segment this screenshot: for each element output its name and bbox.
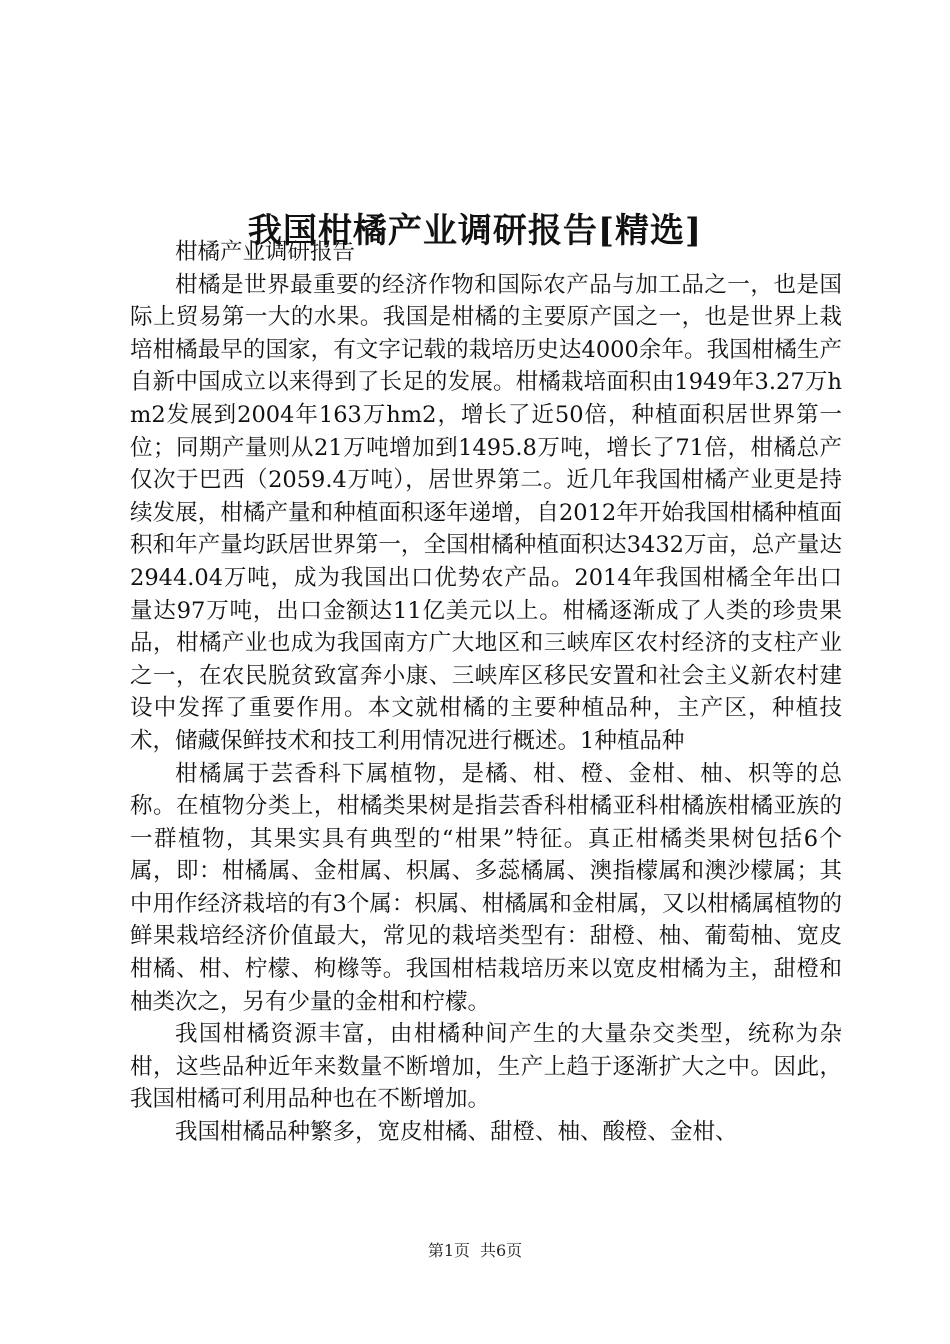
document-body — [130, 236, 842, 1149]
paragraph-varieties: 柑橘属于芸香科下属植物，是橘、柑、橙、金柑、柚、枳等的总称。在植物分类上，柑橘类果树是指芸香科柑橘亚科柑橘族柑橘亚族的一群植物，其果实具有典型的“柑果”特征。真正柑橘类果树包括6个属，即：柑橘属、金柑属、枳属、多蕊橘属、澳指檬属和澳沙檬属；其中用作经济栽培的有3个属：枳属、柑橘属和金柑属，又以柑橘属植物的鲜果栽培经济价值最大，常见的栽培类型有：甜橙、柚、葡萄柚、宽皮柑橘、柑、柠檬、枸橼等。我国柑桔栽培历来以宽皮柑橘为主，甜橙和柚类次之，另有少量的金柑和柠檬。 — [130, 760, 842, 1015]
paragraph-subtitle: 柑橘产业调研报告 — [175, 239, 356, 265]
paragraph-resources: 我国柑橘资源丰富，由柑橘种间产生的大量杂交类型，统称为杂柑，这些品种近年来数量不断增加，生产上趋于逐渐扩大之中。因此，我国柑橘可利用品种也在不断增加。 — [130, 1021, 842, 1113]
page-total: 共6页 — [480, 1241, 523, 1260]
paragraph-intro: 柑橘是世界最重要的经济作物和国际农产品与加工品之一，也是国际上贸易第一大的水果。我国是柑橘的主要原产国之一，也是世界上栽培柑橘最早的国家，有文字记载的栽培历史达4000余年。我国柑橘生产自新中国成立以来得到了长足的发展。柑橘栽培面积由1949年3.27万hm2发展到2004年163万hm2，增长了近50倍，种植面积居世界第一位；同期产量则从21万吨增加到1495.8万吨，增长了71倍，柑橘总产仅次于巴西（2059.4万吨），居世界第二。近几年我国柑橘产业更是持续发展，柑橘产量和种植面积逐年递增，自2012年开始我国柑橘种植面积和年产量均跃居世界第一，全国柑橘种植面积达3432万亩，总产量达2944.04万吨，成为我国出口优势农产品。2014年我国柑橘全年出口量达97万吨，出口金额达11亿美元以上。柑橘逐渐成了人类的珍贵果品，柑橘产业也成为我国南方广大地区和三峡库区农村经济的支柱产业之一，在农民脱贫致富奔小康、三峡库区移民安置和社会主义新农村建设中发挥了重要作用。本文就柑橘的主要种植品种，主产区，种植技术，储藏保鲜技术和技工利用情况进行概述。1种植品种 — [130, 271, 842, 754]
page-number: 第1页 — [427, 1241, 470, 1260]
page-footer — [0, 1241, 950, 1261]
paragraph-varieties-cont: 我国柑橘品种繁多，宽皮柑橘、甜橙、柚、酸橙、金柑、 — [175, 1119, 738, 1146]
document-title: 我国柑橘产业调研报告[精选] — [247, 210, 703, 251]
